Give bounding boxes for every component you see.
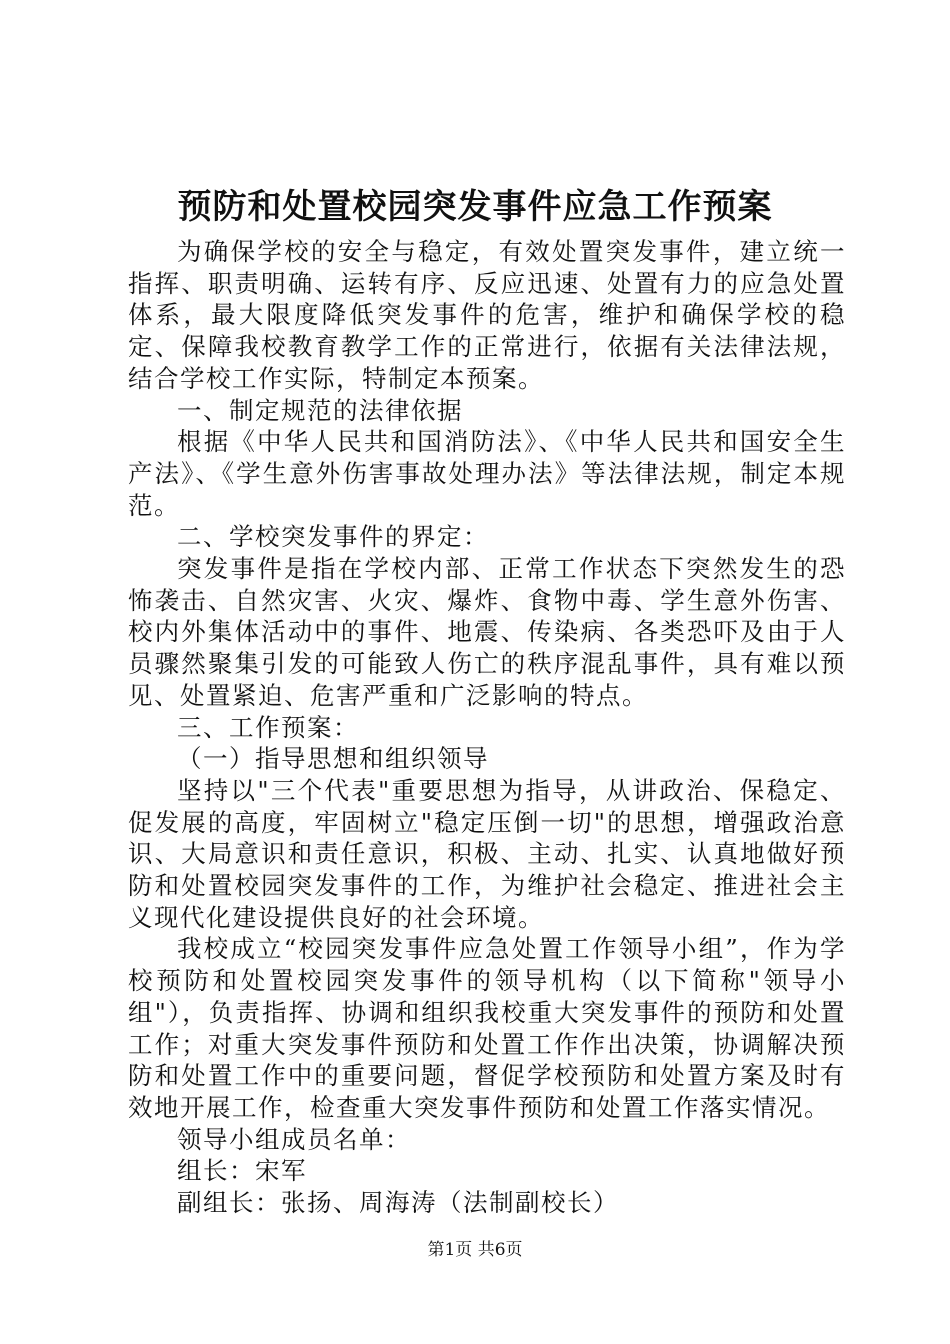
section-heading-3: 三、工作预案：: [177, 712, 359, 742]
paragraph-definition: 突发事件是指在学校内部、正常工作状态下突然发生的恐怖袭击、自然灾害、火灾、爆炸、食物中毒、学生意外伤害、校内外集体活动中的事件、地震、传染病、各类恐吓及由于人员骤然聚集引发的可能致人伤亡的秩序混乱事件，具有难以预见、处置紧迫、危害严重和广泛影响的特点。: [128, 554, 846, 710]
subsection-heading-1: （一）指导思想和组织领导: [177, 744, 489, 774]
paragraph-leadership-group: 我校成立“校园突发事件应急处置工作领导小组”，作为学校预防和处置校园突发事件的领导机构（以下简称"领导小组"），负责指挥、协调和组织我校重大突发事件的预防和处置工作；对重大突发事件预防和处置工作作出决策，协调解决预防和处置工作中的重要问题，督促学校预防和处置方案及时有效地开展工作，检查重大突发事件预防和处置工作落实情况。: [128, 934, 846, 1122]
page-number-footer: 第1页 共6页: [427, 1240, 523, 1260]
paragraph-guiding-principle: 坚持以"三个代表"重要思想为指导，从讲政治、保稳定、促发展的高度，牢固树立"稳定压倒一切"的思想，增强政治意识、大局意识和责任意识，积极、主动、扎实、认真地做好预防和处置校园突发事件的工作，为维护社会稳定、推进社会主义现代化建设提供良好的社会环境。: [128, 775, 846, 932]
paragraph-legal-basis: 根据《中华人民共和国消防法》、《中华人民共和国安全生产法》、《学生意外伤害事故处理办法》等法律法规，制定本规范。: [128, 427, 846, 520]
members-list-heading: 领导小组成员名单：: [177, 1124, 411, 1154]
section-heading-2: 二、学校突发事件的界定：: [177, 522, 489, 552]
document-title: 预防和处置校园突发事件应急工作预案: [177, 187, 773, 227]
document-body: [128, 236, 846, 1219]
section-heading-1: 一、制定规范的法律依据: [177, 395, 463, 425]
paragraph-intro: 为确保学校的安全与稳定，有效处置突发事件，建立统一指挥、职责明确、运转有序、反应迅速、处置有力的应急处置体系，最大限度降低突发事件的危害，维护和确保学校的稳定、保障我校教育教学工作的正常进行，依据有关法律法规，结合学校工作实际，特制定本预案。: [128, 237, 846, 393]
member-leader: 组长：宋军: [177, 1156, 307, 1186]
member-deputy-leaders: 副组长：张扬、周海涛（法制副校长）: [177, 1188, 619, 1218]
